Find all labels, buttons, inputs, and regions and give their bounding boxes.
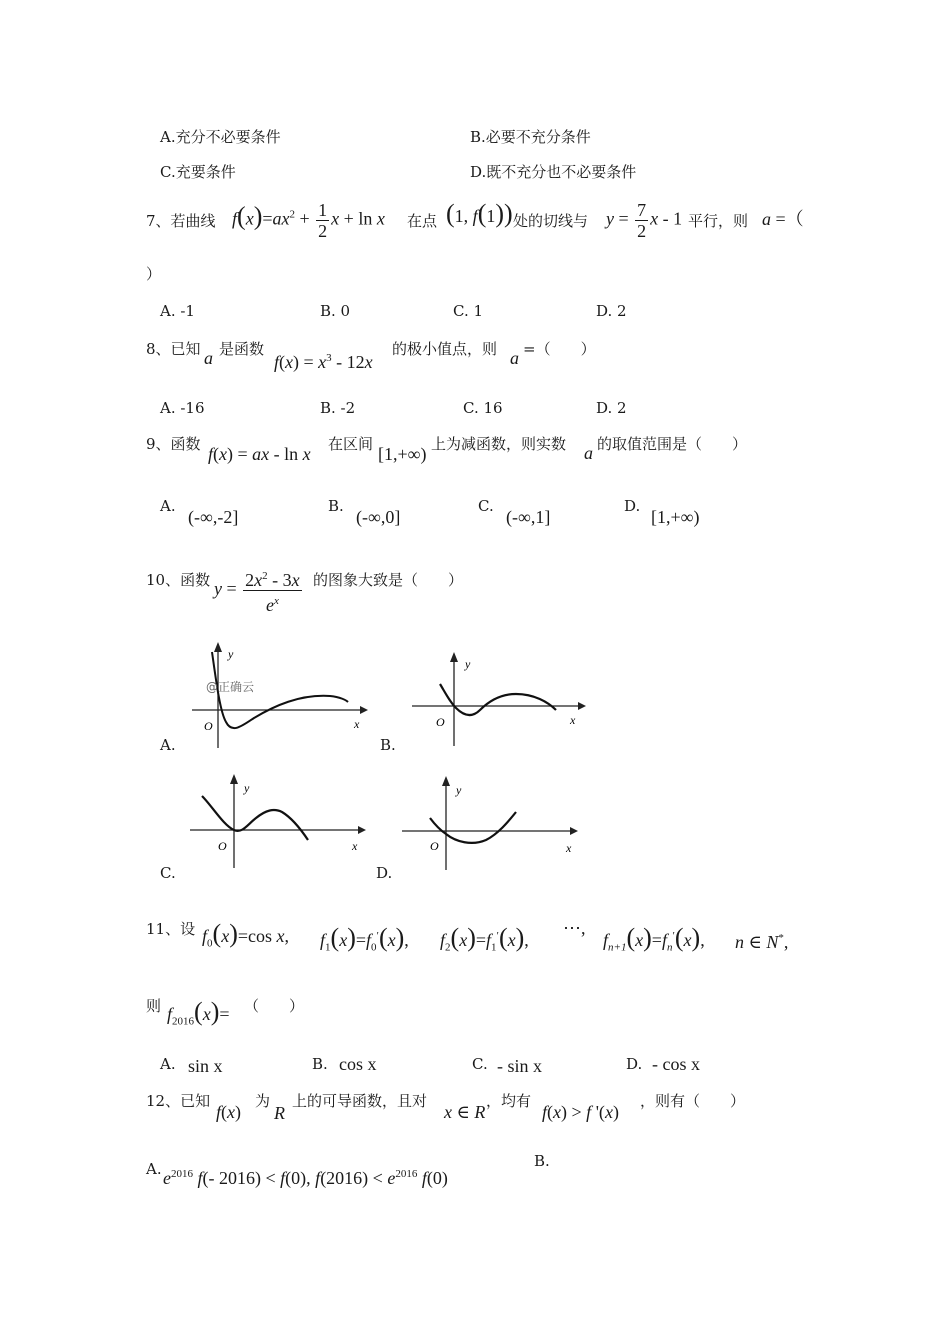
q7-option-c: C. 1 bbox=[453, 302, 484, 320]
q7-parallel-text: 平行，则 bbox=[688, 212, 749, 230]
q12-text4: ，则有（ ） bbox=[640, 1092, 746, 1110]
q12-cond: x ∈ R bbox=[444, 1102, 486, 1122]
graph-c-origin: O bbox=[218, 839, 227, 853]
q7-ask: a =（ bbox=[762, 209, 804, 229]
q10-text: 的图象大致是（ ） bbox=[313, 571, 464, 589]
q6-option-a: A.充分不必要条件 bbox=[160, 128, 281, 146]
q9-text1: 在区间 bbox=[328, 435, 374, 453]
q11-fn: $f_{n+1}(x)=f_n'(x)$, bbox=[603, 923, 705, 954]
q10-option-a-letter: A. bbox=[160, 736, 176, 754]
q12-option-b-letter: B. bbox=[534, 1152, 550, 1170]
q12-option-a-value: $e^{2016}$ f(- 2016) < f(0), $f(2016) < e^{2016}$ f(0) bbox=[163, 1168, 448, 1188]
q9-option-b-letter: B. bbox=[328, 497, 344, 515]
graph-a-x-label: x bbox=[354, 717, 360, 731]
q10-function: y = $\frac{2x^2 - 3x}{e^x}$ bbox=[214, 566, 304, 615]
q11-paren: （ ） bbox=[244, 997, 305, 1015]
q9-text3: 的取值范围是（ ） bbox=[597, 435, 748, 453]
q11-f0: $f_0(x)=\cos$ x, bbox=[202, 919, 290, 950]
q9-label: 9、函数 bbox=[146, 435, 201, 453]
q9-option-b-value: (-∞,0] bbox=[356, 507, 401, 527]
watermark: @正确云 bbox=[206, 680, 255, 694]
q6-option-d: D.既不充分也不必要条件 bbox=[470, 163, 637, 181]
q9-option-c-value: (-∞,1] bbox=[506, 507, 551, 527]
q8-ask-a: a bbox=[510, 348, 519, 368]
q7-option-a: A. -1 bbox=[160, 302, 195, 320]
q7-point: (1, f(1)) bbox=[446, 199, 513, 228]
q10-option-b-letter: B. bbox=[380, 736, 396, 754]
q11-n-cond: n ∈ N*, bbox=[735, 932, 789, 952]
q8-function: $f(x) = x^3 - 12x$ bbox=[274, 352, 373, 372]
q7-at-point: 在点 bbox=[407, 212, 438, 230]
q8-option-d: D. 2 bbox=[596, 399, 627, 417]
q11-option-c-value: - sin x bbox=[497, 1056, 542, 1076]
graph-d-origin: O bbox=[430, 839, 439, 853]
q9-text2: 上为减函数，则实数 bbox=[431, 435, 567, 453]
q8-option-c: C. 16 bbox=[463, 399, 503, 417]
q6-option-c: C.充要条件 bbox=[160, 163, 236, 181]
q9-function: f(x) = ax - ln x bbox=[208, 444, 311, 464]
q12-text1: 为 bbox=[255, 1092, 271, 1110]
q11-dots: ⋯, bbox=[563, 918, 586, 938]
q8-text2: 的极小值点，则 bbox=[392, 340, 498, 358]
q9-option-d-letter: D. bbox=[624, 497, 641, 515]
graph-d-x-label: x bbox=[566, 841, 572, 855]
q10-graph-d bbox=[400, 774, 580, 874]
q9-option-d-value: [1,+∞) bbox=[651, 507, 700, 527]
q11-option-d-value: - cos x bbox=[652, 1054, 700, 1074]
q8-var-a: a bbox=[204, 348, 213, 368]
q12-fx: f(x) bbox=[216, 1102, 242, 1122]
graph-a-y-label: y bbox=[228, 647, 234, 661]
graph-d-y-label: y bbox=[456, 783, 462, 797]
q7-function: $f(x)=ax^2$ + $\frac{1}{2}$ x + ln x bbox=[232, 200, 385, 241]
q11-option-c-letter: C. bbox=[472, 1055, 488, 1073]
q12-ineq: f(x) > f '(x) bbox=[542, 1102, 619, 1122]
q6-option-b: B.必要不充分条件 bbox=[470, 128, 591, 146]
q11-ask: $f_{2016}(x)=$ bbox=[167, 997, 230, 1028]
graph-c-x-label: x bbox=[352, 839, 358, 853]
q10-graph-b bbox=[410, 650, 590, 750]
q7-option-d: D. 2 bbox=[596, 302, 627, 320]
q12-text2: 上的可导函数，且对 bbox=[292, 1092, 428, 1110]
q8-eq: =（ ） bbox=[523, 340, 596, 358]
q10-option-d-letter: D. bbox=[376, 864, 393, 882]
graph-b-origin: O bbox=[436, 715, 445, 729]
q7-label: 7、若曲线 bbox=[146, 212, 216, 230]
q9-option-a-value: (-∞,-2] bbox=[188, 507, 239, 527]
q10-option-c-letter: C. bbox=[160, 864, 176, 882]
q9-option-a-letter: A. bbox=[160, 497, 176, 515]
q8-label: 8、已知 bbox=[146, 340, 201, 358]
q12-r: R bbox=[274, 1103, 285, 1123]
q12-option-a-letter: A. bbox=[146, 1160, 162, 1178]
q7-close-paren: ） bbox=[146, 265, 162, 283]
q7-option-b: B. 0 bbox=[320, 302, 351, 320]
graph-c-y-label: y bbox=[244, 781, 250, 795]
q11-label: 11、设 bbox=[146, 920, 196, 938]
q12-text3: ，均有 bbox=[486, 1092, 532, 1110]
q8-text1: 是函数 bbox=[219, 340, 265, 358]
q11-f1: $f_1(x)=f_0'(x)$, bbox=[320, 923, 409, 954]
q8-option-b: B. -2 bbox=[320, 399, 356, 417]
q11-option-a-value: sin x bbox=[188, 1056, 223, 1076]
q11-then: 则 bbox=[146, 997, 162, 1015]
q11-option-a-letter: A. bbox=[160, 1055, 176, 1073]
q9-option-c-letter: C. bbox=[478, 497, 494, 515]
q9-interval: [1,+∞) bbox=[378, 444, 427, 464]
q7-tangent-text: 处的切线与 bbox=[513, 212, 589, 230]
graph-b-y-label: y bbox=[465, 657, 471, 671]
graph-b-x-label: x bbox=[570, 713, 576, 727]
q11-option-d-letter: D. bbox=[626, 1055, 643, 1073]
q11-f2: $f_2(x)=f_1'(x)$, bbox=[440, 923, 529, 954]
graph-a-origin: O bbox=[204, 719, 213, 733]
q7-line: y = $\frac{7}{2}$ x - 1 bbox=[606, 200, 683, 241]
q10-graph-c bbox=[188, 770, 368, 870]
q12-label: 12、已知 bbox=[146, 1092, 211, 1110]
q10-graph-a bbox=[190, 640, 370, 750]
q11-option-b-letter: B. bbox=[312, 1055, 328, 1073]
q9-var-a: a bbox=[584, 443, 593, 463]
q10-label: 10、函数 bbox=[146, 571, 211, 589]
q8-option-a: A. -16 bbox=[160, 399, 205, 417]
q11-option-b-value: cos x bbox=[339, 1054, 377, 1074]
